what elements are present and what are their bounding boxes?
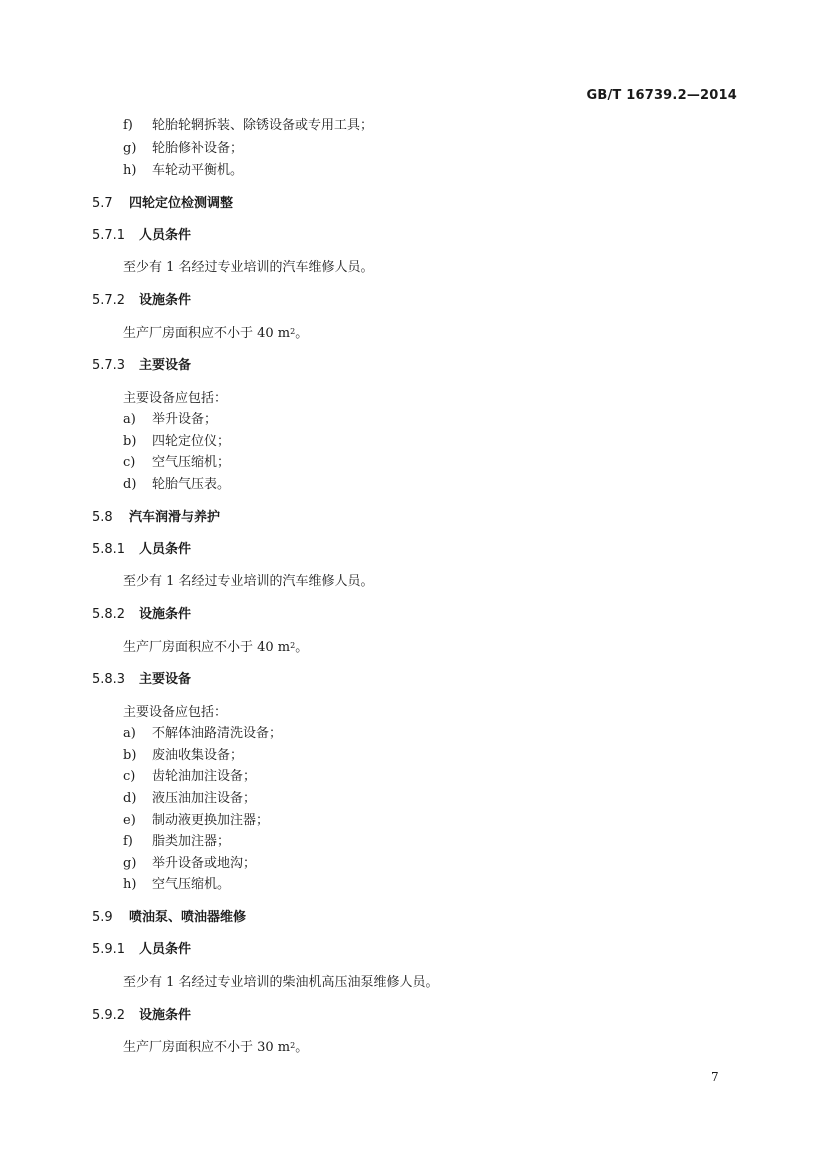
section-heading (92, 910, 246, 926)
paragraph (123, 705, 227, 721)
subsection-heading (92, 358, 191, 374)
list-item (123, 834, 230, 850)
list-item-label: c) (123, 455, 136, 470)
list-item-text: 举升设备； (152, 412, 218, 427)
list-item-label: h) (123, 877, 137, 892)
paragraph (123, 326, 308, 342)
heading-title: 汽车润滑与养护 (129, 510, 221, 525)
subsection-heading (92, 293, 191, 309)
heading-number: 5.7.3 (92, 358, 126, 373)
subsection-heading (92, 1008, 191, 1024)
heading-title: 设施条件 (139, 607, 192, 622)
list-item-text: 液压油加注设备； (152, 791, 257, 806)
page-number: 7 (711, 1070, 719, 1084)
list-item-text: 轮胎修补设备； (152, 141, 244, 156)
list-item-text: 轮胎气压表。 (152, 477, 231, 492)
paragraph (123, 574, 374, 590)
list-item (123, 748, 243, 764)
heading-title: 人员条件 (139, 228, 192, 243)
list-item-label: a) (123, 726, 136, 741)
list-item-text: 四轮定位仪； (152, 434, 231, 449)
paragraph (123, 260, 374, 276)
paragraph-tail: 。 (295, 326, 309, 341)
heading-title: 人员条件 (139, 542, 192, 557)
paragraph-text: 生产厂房面积应不小于 30 m (123, 1040, 291, 1055)
list-item (123, 791, 256, 807)
paragraph-text: 主要设备应包括： (123, 391, 228, 406)
list-item (123, 856, 256, 872)
superscript: 2 (290, 1041, 296, 1050)
heading-title: 喷油泵、喷油器维修 (129, 910, 247, 925)
paragraph-text: 至少有 1 名经过专业培训的汽车维修人员。 (123, 574, 374, 589)
list-item (123, 118, 373, 134)
paragraph-text: 至少有 1 名经过专业培训的汽车维修人员。 (123, 260, 374, 275)
heading-number: 5.8 (92, 510, 113, 525)
list-item-label: d) (123, 791, 137, 806)
list-item-label: a) (123, 412, 136, 427)
list-item (123, 813, 269, 829)
list-item-text: 车轮动平衡机。 (152, 163, 244, 178)
heading-number: 5.9.2 (92, 1008, 126, 1023)
paragraph (123, 391, 227, 407)
paragraph-tail: 。 (295, 640, 309, 655)
unit-exponent (290, 641, 295, 650)
list-item-label: f) (123, 834, 133, 849)
list-item (123, 434, 230, 450)
superscript: 2 (290, 641, 296, 650)
list-item-text: 空气压缩机。 (152, 877, 231, 892)
list-item-label: d) (123, 477, 137, 492)
list-item (123, 141, 243, 157)
heading-title: 设施条件 (139, 293, 192, 308)
list-item-text: 脂类加注器； (152, 834, 231, 849)
subsection-heading (92, 228, 191, 244)
heading-number: 5.9.1 (92, 942, 126, 957)
paragraph-tail: 。 (295, 1040, 309, 1055)
paragraph-text: 生产厂房面积应不小于 40 m (123, 326, 291, 341)
heading-number: 5.8.1 (92, 542, 126, 557)
list-item-text: 空气压缩机； (152, 455, 231, 470)
list-item (123, 163, 243, 179)
list-item-label: h) (123, 163, 137, 178)
subsection-heading (92, 542, 191, 558)
list-item-label: c) (123, 769, 136, 784)
list-item-text: 轮胎轮辋拆装、除锈设备或专用工具； (152, 118, 374, 133)
subsection-heading (92, 942, 191, 958)
list-item (123, 726, 282, 742)
heading-number: 5.8.2 (92, 607, 126, 622)
heading-number: 5.7 (92, 196, 113, 211)
heading-title: 主要设备 (139, 358, 192, 373)
paragraph (123, 640, 308, 656)
standard-code: GB/T 16739.2—2014 (586, 88, 737, 103)
list-item (123, 769, 256, 785)
subsection-heading (92, 607, 191, 623)
list-item-label: b) (123, 434, 137, 449)
section-heading (92, 196, 233, 212)
list-item-label: f) (123, 118, 133, 133)
subsection-heading (92, 672, 191, 688)
heading-number: 5.7.1 (92, 228, 126, 243)
heading-number: 5.9 (92, 910, 113, 925)
paragraph-text: 主要设备应包括： (123, 705, 228, 720)
heading-title: 四轮定位检测调整 (129, 196, 234, 211)
heading-number: 5.8.3 (92, 672, 126, 687)
list-item-label: b) (123, 748, 137, 763)
heading-title: 人员条件 (139, 942, 192, 957)
paragraph-text: 生产厂房面积应不小于 40 m (123, 640, 291, 655)
paragraph (123, 1040, 308, 1056)
list-item-text: 废油收集设备； (152, 748, 244, 763)
list-item (123, 455, 230, 471)
list-item (123, 877, 230, 893)
list-item-label: e) (123, 813, 136, 828)
heading-title: 主要设备 (139, 672, 192, 687)
section-heading (92, 510, 220, 526)
heading-number: 5.7.2 (92, 293, 126, 308)
list-item-text: 齿轮油加注设备； (152, 769, 257, 784)
list-item-text: 举升设备或地沟； (152, 856, 257, 871)
list-item-label: g) (123, 856, 137, 871)
unit-exponent (290, 327, 295, 336)
list-item-text: 不解体油路清洗设备； (152, 726, 283, 741)
list-item-label: g) (123, 141, 137, 156)
list-item-text: 制动液更换加注器； (152, 813, 270, 828)
heading-title: 设施条件 (139, 1008, 192, 1023)
unit-exponent (290, 1041, 295, 1050)
list-item (123, 412, 217, 428)
paragraph (123, 975, 439, 991)
paragraph-text: 至少有 1 名经过专业培训的柴油机高压油泵维修人员。 (123, 975, 439, 990)
superscript: 2 (290, 327, 296, 336)
list-item (123, 477, 230, 493)
